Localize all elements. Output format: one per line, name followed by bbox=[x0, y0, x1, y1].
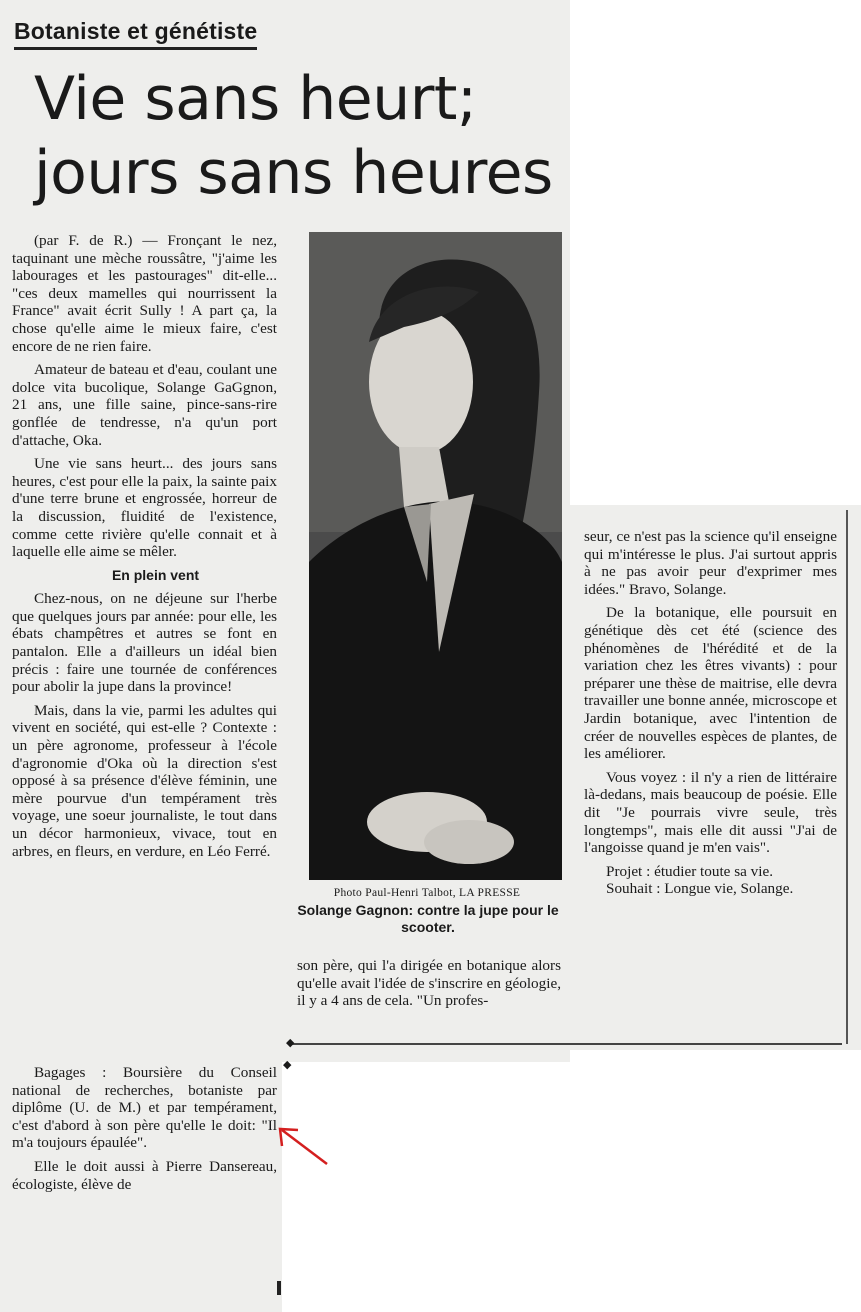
photo-caption: Solange Gagnon: contre la jupe pour le scooter. bbox=[297, 902, 559, 935]
paragraph: (par F. de R.) — Fronçant le nez, taquinant une mèche roussâtre, "j'aime les labourages et les pastourages" dit-elle... "ces deux mamelles qui nourrissent la France" avait écrit Sully ! A part ça, la chose qu'elle aime le mieux faire, c'est encore de ne rien faire. bbox=[12, 232, 277, 355]
headline bbox=[34, 62, 574, 210]
margin-mark bbox=[277, 1281, 281, 1295]
portrait-illustration bbox=[309, 232, 562, 880]
photo-credit: Photo Paul-Henri Talbot, LA PRESSE bbox=[333, 887, 521, 899]
paragraph: Mais, dans la vie, parmi les adultes qui vivent en société, qui est-elle ? Contexte : un père agronome, professeur à l'école d'agronomie d'Oka où la direction s'est opposé à sa présence d'élève féminin, une mère pourvue d'un tempérament très voyage, une soeur journaliste, le tout dans un décor harmonieux, vivace, tout en arbres, en fleurs, en verdure, en Léo Ferré. bbox=[12, 701, 277, 860]
rule-ornament-icon: ◆ bbox=[283, 1059, 292, 1071]
paragraph: Elle le doit aussi à Pierre Dansereau, écologiste, élève de bbox=[12, 1157, 277, 1193]
red-arrow-icon bbox=[272, 1122, 332, 1170]
paragraph: son père, qui l'a dirigée en botanique alors qu'elle avait l'idée de s'inscrire en géologie, il y a 4 ans de cela. "Un profes- bbox=[297, 957, 561, 1010]
headline-line-2: jours sans heures bbox=[34, 138, 553, 208]
article-column-2 bbox=[297, 957, 561, 1016]
paragraph: Projet : étudier toute sa vie. bbox=[606, 862, 774, 880]
article-column-1 bbox=[12, 232, 277, 866]
paragraph: Souhait : Longue vie, Solange. bbox=[606, 880, 794, 898]
article-column-3 bbox=[584, 528, 837, 904]
kicker: Botaniste et génétiste bbox=[14, 18, 257, 50]
paragraph: Chez-nous, on ne déjeune sur l'herbe que quelques jours par année: pour elle, les ébats champêtres et autres se font en pantalon. Elle a d'ailleurs un idéal bien précis : faire une tournée de conférences pour abolir la jupe dans la province! bbox=[12, 590, 277, 696]
column-rule-horizontal bbox=[292, 1043, 842, 1045]
portrait-photo bbox=[309, 232, 562, 880]
paragraph: Une vie sans heurt... des jours sans heures, c'est pour elle la paix, la sainte paix d'une terre brune et engrossée, horreur de la discussion, fluidité de l'existence, comme cette rivière qu'elle connait et à laquelle elle aime se mêler. bbox=[12, 455, 277, 561]
rule-ornament-icon: ◆ bbox=[286, 1037, 295, 1049]
paragraph: Vous voyez : il n'y a rien de littéraire là-dedans, mais beaucoup de poésie. Elle dit "Je pourrais vivre seule, très longtemps", mais elle dit aussi "J'ai de l'angoisse quand je m'en vais". bbox=[584, 768, 837, 857]
paragraph: seur, ce n'est pas la science qu'il enseigne qui m'intéresse le plus. J'ai surtout appris à ne pas avoir peur d'exprimer mes idées." Bravo, Solange. bbox=[584, 528, 837, 598]
article-column-1-continued bbox=[12, 1064, 277, 1199]
paragraph: Bagages : Boursière du Conseil national de recherches, botaniste par diplôme (U. de M.) et par tempérament, c'est d'abord à son père qu'elle le doit: "Il m'a toujours épaulée". bbox=[12, 1064, 277, 1152]
paragraph: De la botanique, elle poursuit en génétique dès cet été (science des phénomènes de l'hérédité et de la variation chez les êtres vivants) : pour préparer une thèse de maitrise, elle devra travailler une bonne année, microscope et Jardin botanique, avec l'intention de créer de nouvelles espèces de plantes, de les améliorer. bbox=[584, 604, 838, 763]
subheading: En plein vent bbox=[111, 566, 200, 583]
headline-line-1: Vie sans heurt; bbox=[34, 64, 477, 134]
column-rule-vertical bbox=[846, 510, 848, 1044]
paragraph: Amateur de bateau et d'eau, coulant une dolce vita bucolique, Solange GaGgnon, 21 ans, une fille saine, pince-sans-rire gonflée de tendresse, n'a qu'un port d'attache, Oka. bbox=[12, 361, 277, 449]
